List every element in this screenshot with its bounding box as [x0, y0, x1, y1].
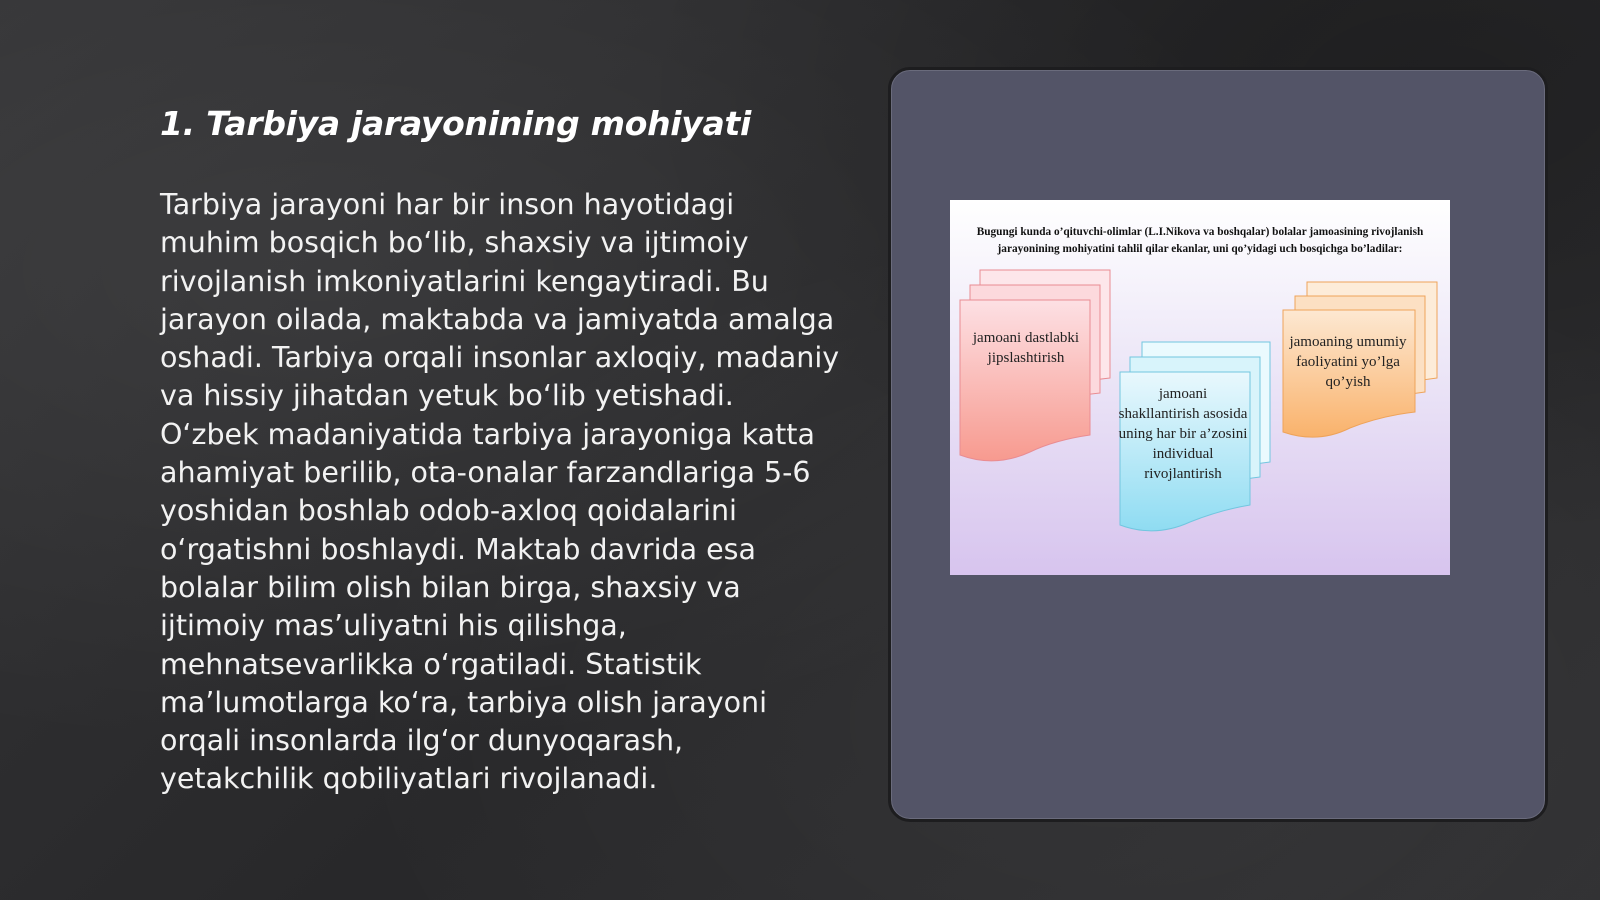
- stages-diagram: [950, 200, 1450, 575]
- diagram-title: Bugungi kunda o’qituvchi-olimlar (L.I.Nikova va boshqalar) bolalar jamoasining rivojlanish jarayonining mohiyatini tahlil qilar ekanlar, uni qo’yidagi uch bosqichga bo’ladilar:: [976, 226, 1424, 255]
- stage-1-label: jamoani dastlabki jipslashtirish: [972, 330, 1080, 366]
- stage-3-label: jamoaning umumiy faoliyatini yo’lga qo’yish: [1289, 334, 1407, 390]
- stage-2-label: jamoani shakllantirish asosida uning har bir a’zosini individual rivojlantirish: [1118, 386, 1248, 482]
- slide-title: 1. Tarbiya jarayonining mohiyati: [160, 104, 751, 143]
- slide-body-text: Tarbiya jarayoni har bir inson hayotidagi muhim bosqich bo‘lib, shaxsiy va ijtimoiy rivojlanish imkoniyatlarini kengaytiradi. Bu jarayon oilada, maktabda va jamiyatda amalga oshadi. Tarbiya orqali insonlar axloqiy, madaniy va hissiy jihatdan yetuk bo‘lib yetishadi. O‘zbek madaniyatida tarbiya jarayoniga katta ahamiyat berilib, ota-onalar farzandlariga 5-6 yoshidan boshlab odob-axloq qoidalarini o‘rgatishni boshlaydi. Maktab davrida esa bolalar bilim olish bilan birga, shaxsiy va ijtimoiy mas’uliyatni his qilishga, mehnatsevarlikka o‘rgatiladi. Statistik ma’lumotlarga ko‘ra, tarbiya olish jarayoni orqali insonlarda ilg‘or dunyoqarash, yetakchilik qobiliyatlari rivojlanadi.: [160, 188, 840, 796]
